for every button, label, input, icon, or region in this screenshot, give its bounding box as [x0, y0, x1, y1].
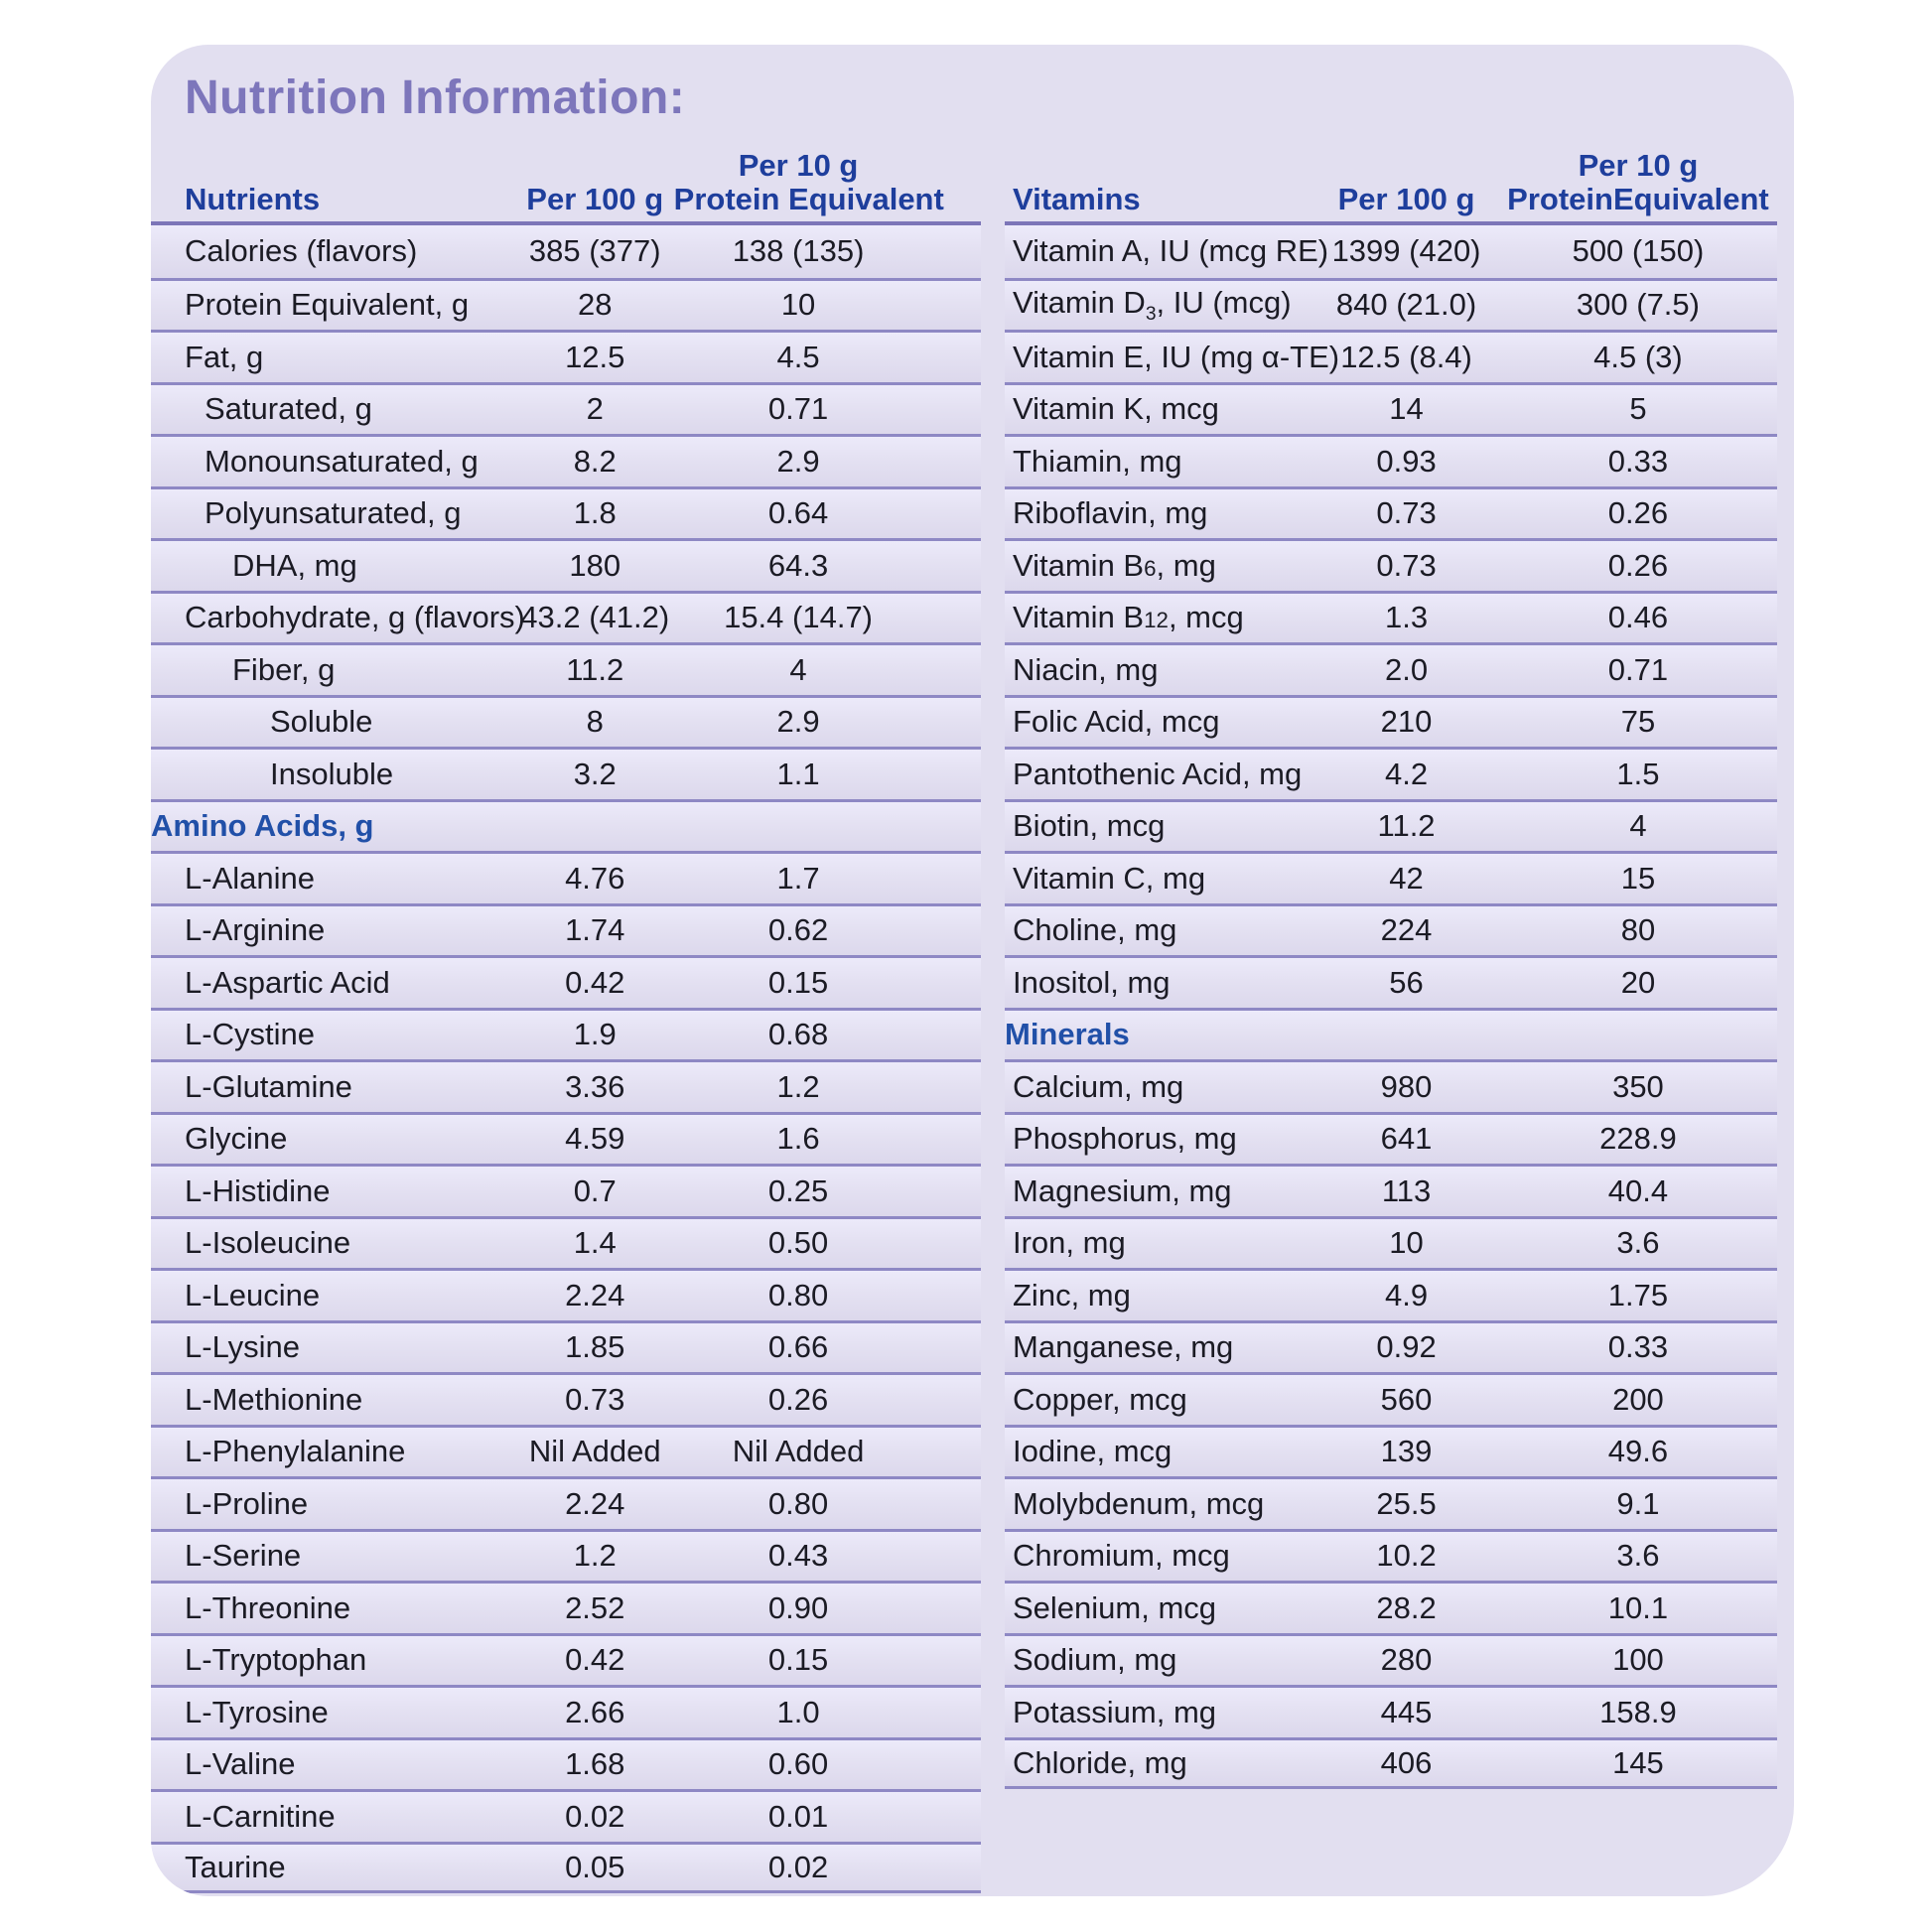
per-100g-value: 8.2 — [573, 443, 617, 479]
page-title: Nutrition Information: — [185, 71, 686, 124]
per10g-line2: Protein Equivalent — [673, 182, 944, 217]
per-10g-value: 0.90 — [767, 1589, 829, 1625]
nutrient-label: Niacin, mg — [1013, 651, 1159, 687]
nutrient-label: L-Aspartic Acid — [185, 964, 390, 1000]
per-10g-value: 3.6 — [1616, 1538, 1660, 1574]
per-100g-value: 4.2 — [1384, 756, 1429, 791]
per-10g-value: 5 — [1629, 391, 1647, 427]
nutrient-label: Folic Acid, mcg — [1013, 704, 1220, 740]
table-row — [151, 1789, 981, 1842]
column-header-vitamins: Vitamins — [1013, 182, 1141, 216]
per-10g-value: 228.9 — [1599, 1121, 1677, 1157]
nutrient-label: Fat, g — [185, 339, 264, 374]
per-10g-value: 0.68 — [767, 1017, 829, 1052]
nutrient-label: L-Tyrosine — [185, 1694, 329, 1729]
per-100g-value: 224 — [1380, 912, 1433, 948]
table-row — [151, 1112, 981, 1165]
table-row — [1005, 1164, 1777, 1216]
nutrient-label: L-Carnitine — [185, 1798, 336, 1834]
nutrient-label: L-Valine — [185, 1746, 296, 1782]
per-10g-value: 145 — [1612, 1744, 1664, 1780]
nutrient-label: Glycine — [185, 1121, 288, 1157]
table-row — [151, 955, 981, 1008]
table-row — [151, 1476, 981, 1529]
per-100g-value: 3.2 — [573, 756, 617, 791]
column-header-per100g: Per 100 g — [1337, 182, 1475, 216]
per-10g-value: 100 — [1612, 1642, 1664, 1678]
table-row — [1005, 747, 1777, 799]
table-row — [1005, 1529, 1777, 1582]
nutrient-label: Vitamin C, mg — [1013, 860, 1206, 896]
table-row — [1005, 1059, 1777, 1112]
per-10g-value: 500 (150) — [1572, 233, 1705, 269]
nutrient-label: Potassium, mg — [1013, 1694, 1217, 1729]
nutrient-label: Magnesium, mg — [1013, 1173, 1232, 1208]
nutrient-label: Calcium, mg — [1013, 1068, 1184, 1104]
nutrient-label: Vitamin E, IU (mg α-TE) — [1013, 339, 1340, 374]
table-row — [1005, 1737, 1777, 1790]
per-100g-value: 2.66 — [565, 1694, 625, 1729]
per-10g-value: 0.26 — [767, 1381, 829, 1417]
per-10g-value: 158.9 — [1599, 1694, 1677, 1729]
column-header-per10g-protein-equivalent — [673, 147, 944, 217]
per-100g-value: 1.2 — [573, 1538, 617, 1574]
per-100g-value: 1.9 — [573, 1017, 617, 1052]
nutrient-label: L-Leucine — [185, 1277, 321, 1312]
vitamins-minerals-table-body — [1005, 225, 1777, 1789]
table-row — [151, 382, 981, 435]
per-10g-value: 1.5 — [1616, 756, 1660, 791]
table-row — [1005, 1425, 1777, 1477]
table-row — [1005, 695, 1777, 748]
per-100g-value: Nil Added — [528, 1434, 661, 1469]
table-row — [151, 1842, 981, 1894]
per-10g-value: 0.46 — [1607, 600, 1669, 635]
vitamins-minerals-table — [1005, 132, 1777, 1789]
nutrient-label: Vitamin A, IU (mcg RE) — [1013, 233, 1329, 269]
nutrient-label: Phosphorus, mg — [1013, 1121, 1237, 1157]
per-100g-value: 42 — [1389, 860, 1424, 896]
per-100g-value: 4.59 — [565, 1121, 625, 1157]
per-100g-value: 0.05 — [565, 1849, 625, 1884]
nutrient-label: Copper, mcg — [1013, 1381, 1187, 1417]
table-row — [1005, 225, 1777, 278]
per-100g-value: 1.4 — [573, 1225, 617, 1261]
per-100g-value: 0.93 — [1376, 443, 1437, 479]
nutrient-label: L-Glutamine — [185, 1068, 352, 1104]
table-row — [151, 434, 981, 486]
nutrient-label: L-Proline — [185, 1485, 309, 1521]
vitamins-table-header — [1005, 132, 1777, 225]
per-100g-value: 3.36 — [565, 1068, 625, 1104]
per-10g-value: 0.33 — [1607, 443, 1669, 479]
table-row — [1005, 382, 1777, 435]
table-row — [1005, 538, 1777, 591]
table-row — [151, 903, 981, 956]
per-10g-value: 200 — [1612, 1381, 1664, 1417]
nutrient-label: L-Methionine — [185, 1381, 363, 1417]
table-row — [151, 851, 981, 903]
table-row — [1005, 591, 1777, 643]
per-10g-value: 0.60 — [767, 1746, 829, 1782]
per-100g-value: 1.85 — [565, 1329, 625, 1365]
per-100g-value: 43.2 (41.2) — [520, 600, 670, 635]
table-row — [1005, 1320, 1777, 1373]
nutrient-label: Saturated, g — [205, 391, 372, 427]
nutrient-label: Riboflavin, mg — [1013, 495, 1208, 531]
nutrient-label: Vitamin B12, mcg — [1013, 600, 1244, 635]
per-10g-value: 10 — [780, 287, 816, 323]
per-100g-value: 4.9 — [1384, 1277, 1429, 1312]
per-100g-value: 2 — [586, 391, 604, 427]
per-10g-value: 0.62 — [767, 912, 829, 948]
per-100g-value: 406 — [1380, 1744, 1433, 1780]
nutrient-label: Soluble — [270, 704, 373, 740]
per-100g-value: 2.24 — [565, 1277, 625, 1312]
per-100g-value: 2.52 — [565, 1589, 625, 1625]
table-row — [1005, 1476, 1777, 1529]
nutrient-label: Carbohydrate, g (flavors) — [185, 600, 525, 635]
table-row — [151, 642, 981, 695]
section-header-row — [1005, 1008, 1777, 1060]
per-10g-value: 0.02 — [767, 1849, 829, 1884]
per-10g-value: 0.15 — [767, 1642, 829, 1678]
column-header-per10g-protein-equivalent — [1499, 149, 1777, 217]
table-row — [151, 330, 981, 382]
per10g-line1: Per 10 g — [738, 147, 859, 183]
nutrient-label: Pantothenic Acid, mg — [1013, 756, 1303, 791]
nutrient-label: L-Tryptophan — [185, 1642, 367, 1678]
table-row — [151, 1059, 981, 1112]
per-10g-value: 0.64 — [767, 495, 829, 531]
table-row — [1005, 1685, 1777, 1737]
per-100g-value: 980 — [1380, 1068, 1433, 1104]
per-10g-value: 1.7 — [776, 860, 820, 896]
per-100g-value: 0.73 — [565, 1381, 625, 1417]
nutrient-label: Biotin, mcg — [1013, 808, 1166, 844]
nutrient-label: Fiber, g — [232, 651, 336, 687]
per-100g-value: 2.0 — [1384, 651, 1429, 687]
table-row — [151, 1737, 981, 1790]
per-10g-value: 15.4 (14.7) — [724, 600, 874, 635]
table-row — [1005, 903, 1777, 956]
nutrient-label: Choline, mg — [1013, 912, 1177, 948]
column-header-nutrients: Nutrients — [185, 182, 321, 216]
section-header: Minerals — [1005, 1017, 1130, 1052]
per-100g-value: 1.74 — [565, 912, 625, 948]
per-10g-value: 350 — [1612, 1068, 1664, 1104]
per-10g-value: 1.75 — [1607, 1277, 1669, 1312]
per-100g-value: 0.92 — [1376, 1329, 1437, 1365]
nutrient-label: L-Lysine — [185, 1329, 301, 1365]
nutrient-label: L-Alanine — [185, 860, 315, 896]
table-row — [151, 695, 981, 748]
nutrient-label: Protein Equivalent, g — [185, 287, 470, 323]
table-row — [151, 278, 981, 331]
table-row — [151, 1372, 981, 1425]
per-10g-value: 20 — [1620, 964, 1656, 1000]
per-100g-value: 385 (377) — [528, 233, 661, 269]
per-10g-value: 0.71 — [767, 391, 829, 427]
per-10g-value: 75 — [1620, 704, 1656, 740]
table-row — [151, 538, 981, 591]
per-100g-value: 28.2 — [1376, 1589, 1437, 1625]
section-header: Amino Acids, g — [151, 808, 374, 844]
per-10g-value: 4 — [1629, 808, 1647, 844]
nutrient-label: Monounsaturated, g — [205, 443, 479, 479]
per-100g-value: 1.8 — [573, 495, 617, 531]
nutrient-label: Calories (flavors) — [185, 233, 418, 269]
per-100g-value: 11.2 — [1377, 808, 1436, 844]
per-10g-value: 0.15 — [767, 964, 829, 1000]
table-row — [151, 747, 981, 799]
per-100g-value: 445 — [1380, 1694, 1433, 1729]
per-10g-value: 0.26 — [1607, 495, 1669, 531]
nutrient-label: Chromium, mcg — [1013, 1538, 1230, 1574]
table-row — [151, 1164, 981, 1216]
nutrient-label: Iron, mg — [1013, 1225, 1126, 1261]
per-10g-value: 15 — [1620, 860, 1656, 896]
per-100g-value: 1.68 — [565, 1746, 625, 1782]
per-10g-value: 300 (7.5) — [1576, 287, 1700, 323]
per-10g-value: 1.0 — [776, 1694, 820, 1729]
table-row — [1005, 1633, 1777, 1686]
per-10g-value: 2.9 — [776, 443, 820, 479]
nutrient-label: Chloride, mg — [1013, 1744, 1187, 1780]
per-10g-value: 0.80 — [767, 1277, 829, 1312]
nutrient-label: Taurine — [185, 1849, 286, 1884]
nutrient-label: Inositol, mg — [1013, 964, 1171, 1000]
table-row — [151, 1633, 981, 1686]
nutrient-label: Manganese, mg — [1013, 1329, 1234, 1365]
nutrient-label: L-Serine — [185, 1538, 302, 1574]
table-row — [151, 1425, 981, 1477]
per-10g-value: 4.5 (3) — [1593, 339, 1683, 374]
nutrient-label: L-Isoleucine — [185, 1225, 351, 1261]
per-100g-value: 210 — [1380, 704, 1433, 740]
nutrient-label: Selenium, mcg — [1013, 1589, 1217, 1625]
nutrients-table — [151, 132, 981, 1893]
per-10g-value: 0.43 — [767, 1538, 829, 1574]
table-row — [1005, 1216, 1777, 1269]
table-row — [151, 1529, 981, 1582]
nutrient-label: Thiamin, mg — [1013, 443, 1182, 479]
per-100g-value: 12.5 — [565, 339, 625, 374]
per-10g-value: 9.1 — [1616, 1485, 1660, 1521]
nutrient-label: DHA, mg — [232, 547, 357, 583]
per-100g-value: 11.2 — [566, 651, 624, 687]
nutrient-label: L-Phenylalanine — [185, 1434, 406, 1469]
nutrients-table-body — [151, 225, 981, 1893]
table-row — [151, 486, 981, 539]
per-10g-value: 0.71 — [1607, 651, 1669, 687]
per-10g-value: 49.6 — [1607, 1434, 1669, 1469]
per-100g-value: 14 — [1389, 391, 1424, 427]
per-10g-value: 0.25 — [767, 1173, 829, 1208]
table-row — [151, 591, 981, 643]
table-row — [1005, 851, 1777, 903]
table-row — [151, 1581, 981, 1633]
per-10g-value: 0.80 — [767, 1485, 829, 1521]
table-row — [151, 225, 981, 278]
per10g-line1: Per 10 g — [1578, 147, 1699, 183]
nutrient-label: Insoluble — [270, 756, 394, 791]
per-100g-value: 139 — [1380, 1434, 1433, 1469]
per-10g-value: 0.66 — [767, 1329, 829, 1365]
nutrient-label: L-Histidine — [185, 1173, 331, 1208]
per-10g-value: 0.33 — [1607, 1329, 1669, 1365]
per-100g-value: 28 — [578, 287, 613, 323]
table-row — [1005, 1268, 1777, 1320]
per-10g-value: 1.2 — [776, 1068, 820, 1104]
per-100g-value: 113 — [1381, 1173, 1432, 1208]
nutrient-label: L-Cystine — [185, 1017, 315, 1052]
per-10g-value: 4.5 — [776, 339, 820, 374]
per-100g-value: 1.3 — [1384, 600, 1429, 635]
table-row — [1005, 1112, 1777, 1165]
nutrient-label: Molybdenum, mcg — [1013, 1485, 1265, 1521]
per-100g-value: 0.73 — [1376, 547, 1437, 583]
table-row — [151, 1008, 981, 1060]
per-10g-value: 1.1 — [776, 756, 820, 791]
per-10g-value: 0.50 — [767, 1225, 829, 1261]
per-10g-value: 138 (135) — [732, 233, 865, 269]
per-100g-value: 641 — [1380, 1121, 1433, 1157]
per-10g-value: 40.4 — [1607, 1173, 1669, 1208]
nutrient-label: Vitamin K, mcg — [1013, 391, 1219, 427]
per-10g-value: Nil Added — [732, 1434, 865, 1469]
per-100g-value: 560 — [1380, 1381, 1433, 1417]
table-row — [1005, 1581, 1777, 1633]
table-row — [1005, 330, 1777, 382]
per-100g-value: 0.42 — [565, 964, 625, 1000]
nutrient-label: Vitamin B6, mg — [1013, 547, 1216, 583]
nutrient-label: Polyunsaturated, g — [205, 495, 462, 531]
per-100g-value: 10.2 — [1376, 1538, 1437, 1574]
nutrient-label: L-Arginine — [185, 912, 326, 948]
nutrient-label: Vitamin $D_3$, IU (mcg) — [1013, 284, 1292, 325]
per-10g-value: 0.01 — [767, 1798, 829, 1834]
per10g-line2: ProteinEquivalent — [1507, 182, 1769, 217]
per-10g-value: 10.1 — [1607, 1589, 1669, 1625]
table-row — [151, 1685, 981, 1737]
table-row — [1005, 799, 1777, 852]
per-100g-value: 840 (21.0) — [1335, 287, 1477, 323]
per-10g-value: 3.6 — [1616, 1225, 1660, 1261]
per-100g-value: 1399 (420) — [1331, 233, 1481, 269]
per-10g-value: 0.26 — [1607, 547, 1669, 583]
table-row — [1005, 642, 1777, 695]
nutrition-panel — [151, 45, 1794, 1896]
per-100g-value: 4.76 — [565, 860, 625, 896]
per-100g-value: 0.42 — [565, 1642, 625, 1678]
nutrient-label: Zinc, mg — [1013, 1277, 1131, 1312]
nutrients-table-header — [151, 132, 981, 225]
nutrient-label: Iodine, mcg — [1013, 1434, 1173, 1469]
table-row — [151, 1320, 981, 1373]
per-100g-value: 280 — [1380, 1642, 1433, 1678]
table-row — [1005, 434, 1777, 486]
table-row — [151, 1268, 981, 1320]
per-10g-value: 64.3 — [767, 547, 829, 583]
table-row — [151, 1216, 981, 1269]
nutrient-label: L-Threonine — [185, 1589, 351, 1625]
per-100g-value: 0.02 — [565, 1798, 625, 1834]
table-row — [1005, 955, 1777, 1008]
per-100g-value: 0.73 — [1376, 495, 1437, 531]
per-10g-value: 80 — [1620, 912, 1656, 948]
per-10g-value: 4 — [789, 651, 807, 687]
per-100g-value: 25.5 — [1376, 1485, 1437, 1521]
per-10g-value: 2.9 — [776, 704, 820, 740]
table-row — [1005, 486, 1777, 539]
per-100g-value: 2.24 — [565, 1485, 625, 1521]
table-row — [1005, 1372, 1777, 1425]
per-100g-value: 10 — [1389, 1225, 1424, 1261]
per-100g-value: 180 — [569, 547, 621, 583]
nutrient-label: Sodium, mg — [1013, 1642, 1177, 1678]
per-10g-value: 1.6 — [776, 1121, 820, 1157]
per-100g-value: 8 — [586, 704, 604, 740]
per-100g-value: 56 — [1389, 964, 1424, 1000]
column-header-per100g: Per 100 g — [526, 182, 664, 216]
section-header-row — [151, 799, 981, 852]
per-100g-value: 12.5 (8.4) — [1340, 339, 1472, 374]
table-row — [1005, 278, 1777, 331]
per-100g-value: 0.7 — [573, 1173, 617, 1208]
